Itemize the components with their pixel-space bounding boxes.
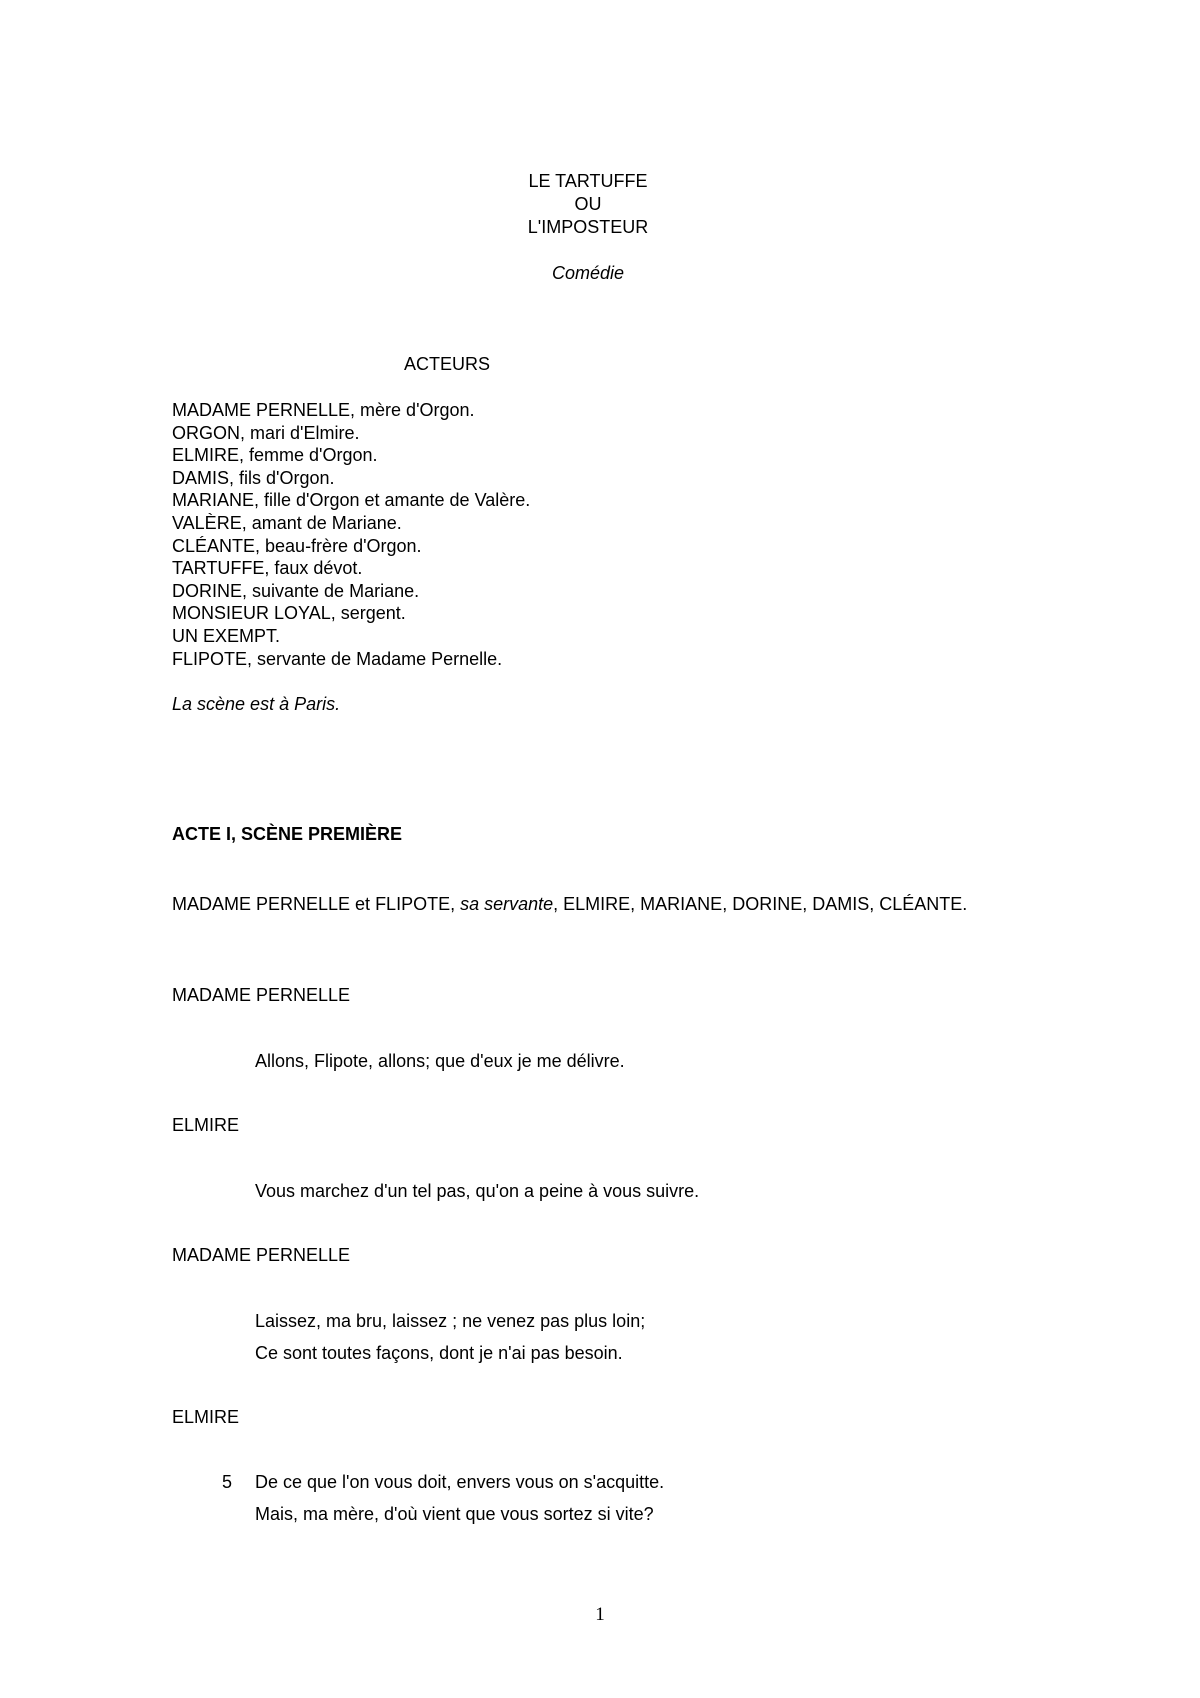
- cast-item: MARIANE, fille d'Orgon et amante de Valère.: [172, 490, 531, 511]
- cast-heading: ACTEURS: [404, 354, 491, 374]
- cast-item: CLÉANTE, beau-frère d'Orgon.: [172, 535, 422, 556]
- verse-number: 5: [222, 1472, 233, 1492]
- verse-line: Vous marchez d'un tel pas, qu'on a peine à vous suivre.: [255, 1181, 700, 1201]
- act-scene-heading: ACTE I, SCÈNE PREMIÈRE: [172, 824, 403, 844]
- cast-item: DORINE, suivante de Mariane.: [172, 580, 420, 601]
- cast-item: MONSIEUR LOYAL, sergent.: [172, 603, 406, 624]
- cast-item: UN EXEMPT.: [172, 625, 281, 646]
- cast-item: TARTUFFE, faux dévot.: [172, 558, 363, 579]
- title-line-2: OU: [574, 194, 602, 214]
- verse-block: [255, 1045, 625, 1077]
- verse-line: Allons, Flipote, allons; que d'eux je me délivre.: [255, 1051, 625, 1071]
- verse-line: Laissez, ma bru, laissez ; ne venez pas plus loin;: [255, 1311, 646, 1331]
- characters-present: [172, 888, 992, 920]
- play-title: [0, 170, 1176, 239]
- cast-item: DAMIS, fils d'Orgon.: [172, 467, 335, 488]
- speaker-name: MADAME PERNELLE: [172, 985, 351, 1005]
- title-line-3: L'IMPOSTEUR: [527, 217, 649, 237]
- cast-list: [172, 399, 530, 670]
- speaker-name: ELMIRE: [172, 1115, 240, 1135]
- cast-item: FLIPOTE, servante de Madame Pernelle.: [172, 648, 503, 669]
- page-number: 1: [595, 1604, 605, 1625]
- verse-line: Mais, ma mère, d'où vient que vous sortez si vite?: [255, 1504, 654, 1524]
- present-part-2: , ELMIRE, MARIANE, DORINE, DAMIS, CLÉANTE.: [553, 894, 968, 914]
- verse-block: [255, 1466, 664, 1530]
- title-line-1: LE TARTUFFE: [528, 171, 648, 191]
- scene-setting: La scène est à Paris.: [172, 694, 341, 714]
- present-part-1: MADAME PERNELLE et FLIPOTE,: [172, 894, 461, 914]
- cast-item: ORGON, mari d'Elmire.: [172, 422, 360, 443]
- speaker-name: ELMIRE: [172, 1407, 240, 1427]
- verse-block: [255, 1175, 699, 1207]
- verse-block: [255, 1305, 645, 1369]
- speaker-name: MADAME PERNELLE: [172, 1245, 351, 1265]
- play-genre: Comédie: [551, 263, 625, 283]
- cast-item: ELMIRE, femme d'Orgon.: [172, 445, 378, 466]
- cast-item: MADAME PERNELLE, mère d'Orgon.: [172, 400, 475, 420]
- cast-item: VALÈRE, amant de Mariane.: [172, 512, 402, 533]
- verse-line: De ce que l'on vous doit, envers vous on s'acquitte.: [255, 1472, 665, 1492]
- present-italic: sa servante: [460, 894, 554, 914]
- verse-line: Ce sont toutes façons, dont je n'ai pas besoin.: [255, 1343, 623, 1363]
